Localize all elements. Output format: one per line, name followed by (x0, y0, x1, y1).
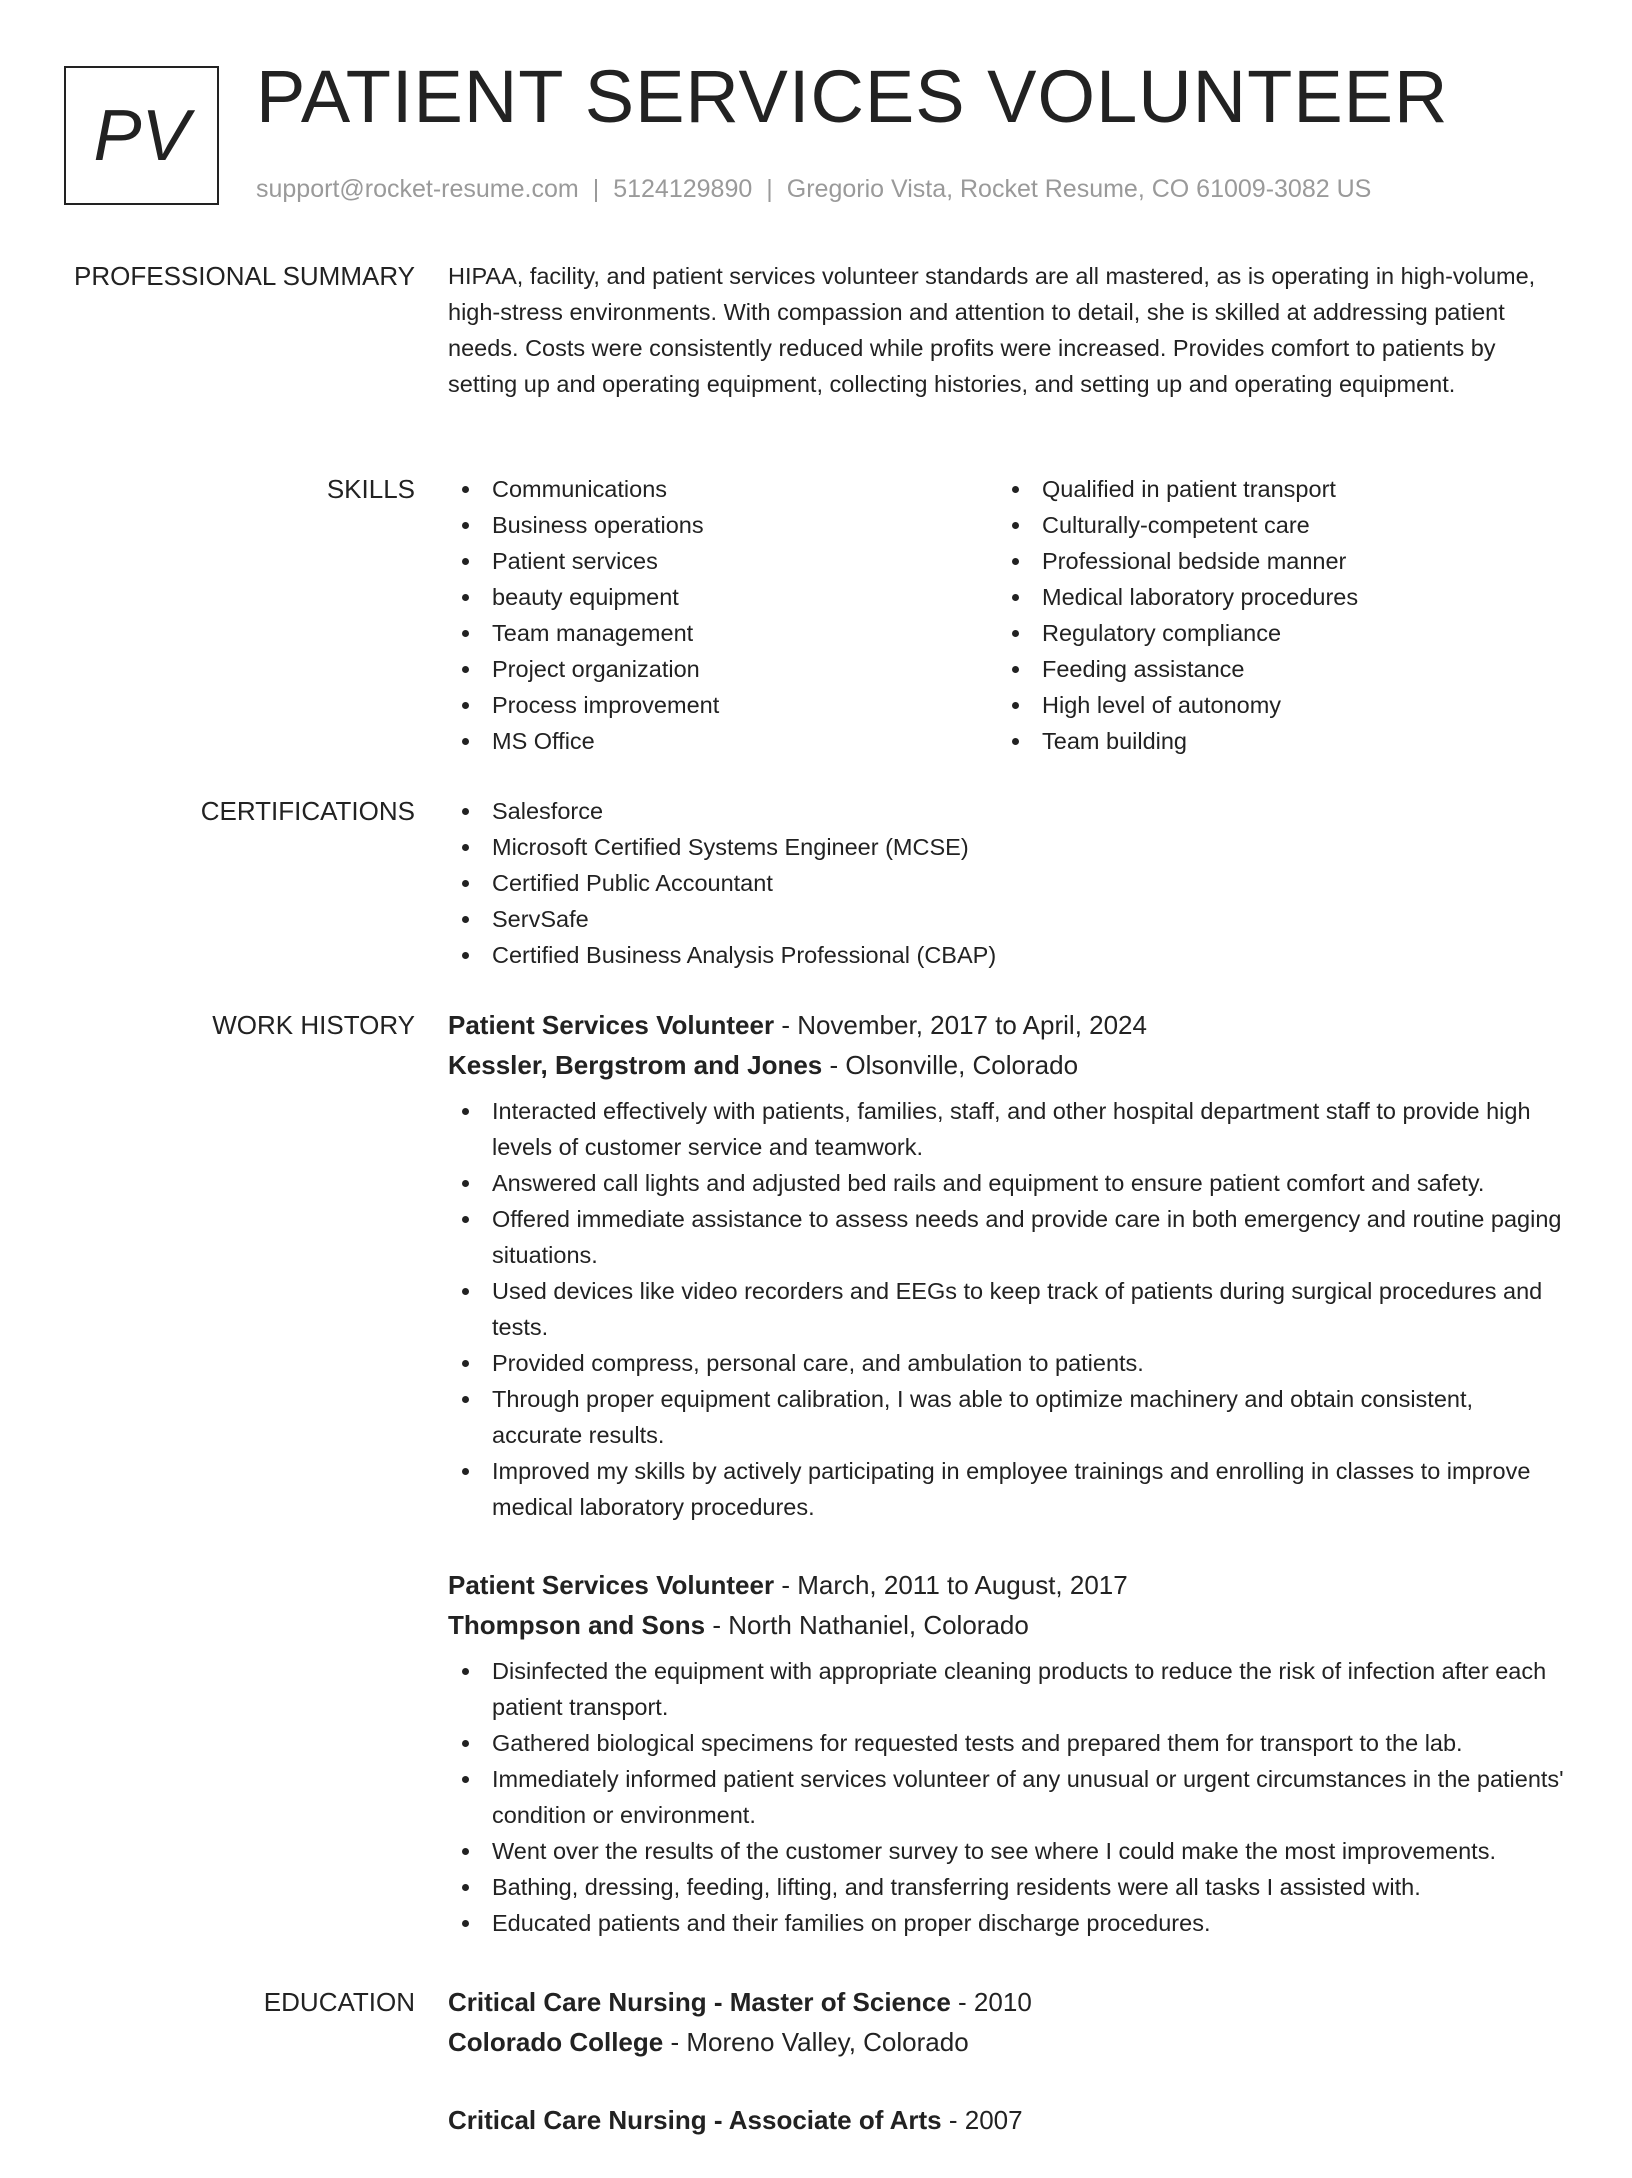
job-title-line (448, 1565, 1568, 1605)
skill-item: MS Office (448, 723, 998, 759)
skill-item: Medical laboratory procedures (998, 579, 1548, 615)
employer-line (448, 1605, 1568, 1645)
degree-name: Critical Care Nursing - Master of Science (448, 1987, 951, 2017)
degree-year: - 2007 (941, 2105, 1023, 2135)
job-bullets (448, 1093, 1568, 1525)
job-bullet: Educated patients and their families on proper discharge procedures. (448, 1905, 1568, 1941)
job-entry (448, 1565, 1568, 1941)
job-bullet: Immediately informed patient services volunteer of any unusual or urgent circumstances in the patients' condition or environment. (448, 1761, 1568, 1833)
skill-item: Qualified in patient transport (998, 471, 1548, 507)
degree-name: Critical Care Nursing - Associate of Arts (448, 2105, 942, 2135)
job-bullet: Interacted effectively with patients, families, staff, and other hospital department staff to provide high levels of customer service and teamwork. (448, 1093, 1568, 1165)
school-line (448, 2022, 1568, 2062)
job-dates: - March, 2011 to August, 2017 (774, 1570, 1128, 1600)
job-bullet: Gathered biological specimens for requested tests and prepared them for transport to the lab. (448, 1725, 1568, 1761)
job-bullet: Used devices like video recorders and EEGs to keep track of patients during surgical procedures and tests. (448, 1273, 1568, 1345)
contact-address: Gregorio Vista, Rocket Resume, CO 61009-3082 US (786, 175, 1372, 203)
job-bullet: Provided compress, personal care, and ambulation to patients. (448, 1345, 1568, 1381)
contact-line (256, 175, 1371, 204)
skills-list-left (448, 471, 998, 759)
skill-item: High level of autonomy (998, 687, 1548, 723)
education-container (448, 1982, 1568, 2178)
monogram-badge: PV (64, 66, 219, 205)
degree-line (448, 2100, 1568, 2140)
education-entry (448, 1982, 1568, 2062)
summary-text: HIPAA, facility, and patient services volunteer standards are all mastered, as is operating in high-volume, high-stress environments. With compassion and attention to detail, she is skilled at addressing patient needs. Costs were consistently reduced while profits were increased. Provides comfort to patients by setting up and operating equipment, collecting histories, and setting up and operating equipment. (448, 263, 1536, 397)
skill-item: Team building (998, 723, 1548, 759)
skills-columns (448, 471, 1568, 759)
skill-item: Professional bedside manner (998, 543, 1548, 579)
skill-item: Project organization (448, 651, 998, 687)
certification-item: ServSafe (448, 901, 1568, 937)
section-label-skills: SKILLS (326, 474, 415, 504)
school-name: Colorado College (448, 2027, 664, 2057)
skill-item: Team management (448, 615, 998, 651)
section-label-work-history: WORK HISTORY (212, 1010, 415, 1040)
contact-separator: | (592, 175, 600, 203)
employer-line (448, 1045, 1568, 1085)
skill-item: beauty equipment (448, 579, 998, 615)
skill-item: Patient services (448, 543, 998, 579)
certification-item: Salesforce (448, 793, 1568, 829)
employer-name: Thompson and Sons (448, 1610, 706, 1640)
contact-email: support@rocket-resume.com (256, 175, 579, 203)
job-bullet: Offered immediate assistance to assess needs and provide care in both emergency and routine paging situations. (448, 1201, 1568, 1273)
employer-location: - North Nathaniel, Colorado (705, 1610, 1029, 1640)
job-bullet: Through proper equipment calibration, I was able to optimize machinery and obtain consistent, accurate results. (448, 1381, 1568, 1453)
section-label-summary: PROFESSIONAL SUMMARY (74, 261, 415, 291)
job-bullet: Went over the results of the customer survey to see where I could make the most improvements. (448, 1833, 1568, 1869)
skill-item: Communications (448, 471, 998, 507)
job-bullet: Answered call lights and adjusted bed rails and equipment to ensure patient comfort and safety. (448, 1165, 1568, 1201)
job-title: Patient Services Volunteer (448, 1010, 775, 1040)
certification-item: Microsoft Certified Systems Engineer (MCSE) (448, 829, 1568, 865)
skill-item: Process improvement (448, 687, 998, 723)
page-title: PATIENT SERVICES VOLUNTEER (256, 55, 1449, 138)
job-title: Patient Services Volunteer (448, 1570, 775, 1600)
employer-location: - Olsonville, Colorado (822, 1050, 1079, 1080)
job-title-line (448, 1005, 1568, 1045)
jobs-container (448, 1005, 1568, 1981)
job-bullet: Bathing, dressing, feeding, lifting, and transferring residents were all tasks I assisted with. (448, 1869, 1568, 1905)
contact-separator: | (766, 175, 773, 203)
degree-line (448, 1982, 1568, 2022)
job-entry (448, 1005, 1568, 1525)
job-dates: - November, 2017 to April, 2024 (774, 1010, 1147, 1040)
education-entry (448, 2100, 1568, 2140)
certification-item: Certified Business Analysis Professional (CBAP) (448, 937, 1568, 973)
skill-item: Regulatory compliance (998, 615, 1548, 651)
certification-item: Certified Public Accountant (448, 865, 1568, 901)
degree-year: - 2010 (950, 1987, 1032, 2017)
job-bullet: Disinfected the equipment with appropriate cleaning products to reduce the risk of infection after each patient transport. (448, 1653, 1568, 1725)
section-label-education: EDUCATION (263, 1987, 415, 2017)
employer-name: Kessler, Bergstrom and Jones (448, 1050, 823, 1080)
job-bullet: Improved my skills by actively participating in employee trainings and enrolling in classes to improve medical laboratory procedures. (448, 1453, 1568, 1525)
job-bullets (448, 1653, 1568, 1941)
skill-item: Culturally-competent care (998, 507, 1548, 543)
contact-phone: 5124129890 (613, 175, 753, 203)
skill-item: Feeding assistance (998, 651, 1548, 687)
certifications-list (448, 793, 1568, 973)
section-label-certifications: CERTIFICATIONS (200, 796, 415, 826)
school-location: - Moreno Valley, Colorado (663, 2027, 969, 2057)
skill-item: Business operations (448, 507, 998, 543)
skills-list-right (998, 471, 1548, 759)
